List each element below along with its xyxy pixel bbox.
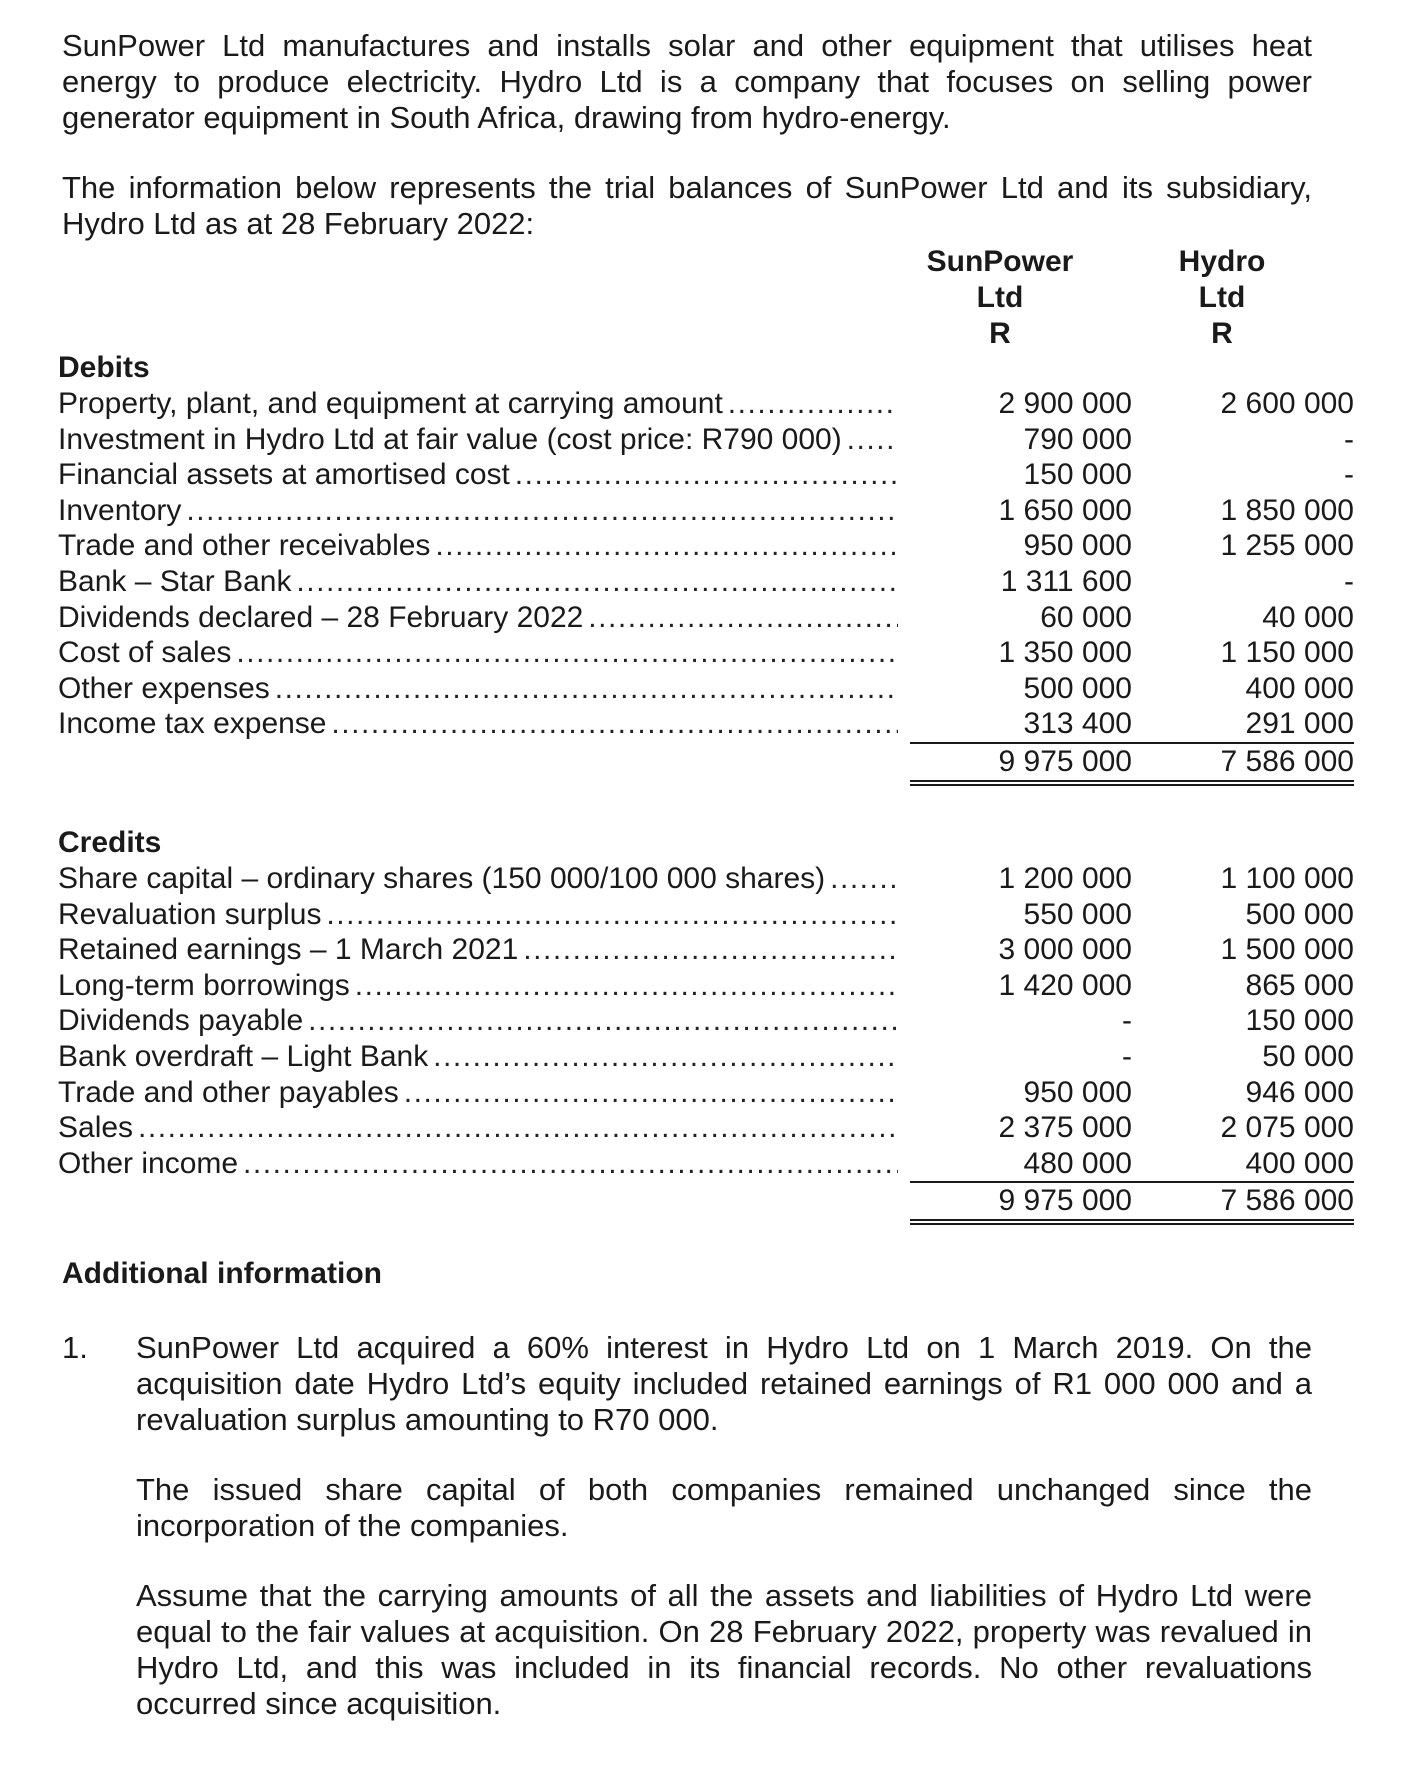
sunpower-value: 950 000: [1023, 1075, 1132, 1109]
sunpower-total: 9 975 000: [910, 742, 1132, 780]
column-header-currency: R: [1211, 317, 1233, 350]
row-label: Financial assets at amortised cost . . .: [58, 457, 898, 493]
row-label: Property, plant, and equipment at carrying amount . . .: [58, 386, 898, 422]
item-number: 1.: [62, 1330, 88, 1365]
additional-paragraph-1: SunPower Ltd acquired a 60% interest in Hydro Ltd on 1 March 2019. On the acquisition date Hydro Ltd’s equity included retained earnings of R1 000 000 and a revaluation surplus amounting to R70 000.: [136, 1330, 1312, 1437]
row-label: Bank – Star Bank . . .: [58, 564, 898, 600]
credits-table: [58, 861, 1354, 1218]
row-label: Trade and other payables . . .: [58, 1075, 898, 1111]
sunpower-value: 1 311 600: [1000, 564, 1132, 598]
hydro-total: 7 586 000: [1132, 1181, 1354, 1219]
table-row: [58, 897, 1354, 933]
table-row: [58, 706, 1354, 742]
table-row: [58, 528, 1354, 564]
sunpower-value: 1 200 000: [998, 862, 1132, 895]
hydro-value: 1 255 000: [1220, 529, 1354, 563]
sunpower-value: 60 000: [1040, 600, 1132, 634]
table-row: [58, 1110, 1354, 1146]
hydro-value: 400 000: [1245, 671, 1354, 705]
row-label: Dividends payable . . .: [58, 1003, 898, 1039]
sunpower-value: -: [1122, 1039, 1132, 1073]
sunpower-value: 1 650 000: [998, 493, 1132, 527]
debits-table: [58, 386, 1354, 778]
hydro-value: 50 000: [1262, 1039, 1354, 1073]
sunpower-value: 1 350 000: [998, 636, 1132, 670]
row-label: Long-term borrowings . . .: [58, 968, 898, 1004]
hydro-value: 40 000: [1262, 600, 1354, 634]
sunpower-value: 3 000 000: [998, 933, 1132, 967]
sunpower-value: 2 900 000: [998, 387, 1132, 420]
credits-title: Credits: [58, 826, 162, 859]
row-label: Cost of sales . . .: [58, 635, 898, 671]
row-label: Inventory . . .: [58, 493, 898, 529]
column-header-line: SunPower: [926, 245, 1074, 278]
intro-paragraph-2: The information below represents the trial balances of SunPower Ltd and its subsidiary, Hydro Ltd as at 28 February 2022:: [62, 170, 1312, 241]
row-label: Other income . . .: [58, 1146, 898, 1182]
additional-paragraph-2: The issued share capital of both companies remained unchanged since the incorporation of the companies.: [136, 1472, 1312, 1543]
hydro-total: 7 586 000: [1132, 742, 1354, 780]
sunpower-value: 1 420 000: [998, 968, 1132, 1002]
additional-info-title: Additional information: [62, 1257, 382, 1290]
sunpower-value: 790 000: [1023, 422, 1132, 456]
hydro-value: 150 000: [1245, 1004, 1354, 1038]
total-row: [58, 1181, 1354, 1218]
column-header-sunpower: [910, 244, 1090, 352]
sunpower-total: 9 975 000: [910, 1181, 1132, 1219]
hydro-value: 946 000: [1245, 1075, 1354, 1109]
row-label: Retained earnings – 1 March 2021 . . .: [58, 932, 898, 968]
row-label: Trade and other receivables . . .: [58, 528, 898, 564]
hydro-value: -: [1344, 564, 1354, 598]
row-label: Bank overdraft – Light Bank . . .: [58, 1039, 898, 1075]
table-row: [58, 968, 1354, 1004]
row-label: Investment in Hydro Ltd at fair value (cost price: R790 000) . . .: [58, 422, 898, 458]
hydro-value: 1 100 000: [1220, 862, 1354, 895]
hydro-value: 1 500 000: [1220, 933, 1354, 967]
additional-paragraph-3: Assume that the carrying amounts of all the assets and liabilities of Hydro Ltd were equal to the fair values at acquisition. On 28 February 2022, property was revalued in Hydro Ltd, and this was included in its financial records. No other revaluations occurred since acquisition.: [136, 1578, 1312, 1721]
sunpower-value: 550 000: [1023, 897, 1132, 931]
row-label: Dividends declared – 28 February 2022 . . .: [58, 600, 898, 636]
sunpower-value: 2 375 000: [998, 1111, 1132, 1145]
hydro-value: 291 000: [1245, 707, 1354, 741]
hydro-value: 865 000: [1245, 968, 1354, 1002]
hydro-value: -: [1344, 422, 1354, 456]
table-row: [58, 671, 1354, 707]
table-row: [58, 422, 1354, 458]
column-header-line: Ltd: [976, 281, 1024, 314]
column-header-hydro: [1132, 244, 1312, 352]
table-row: [58, 1075, 1354, 1111]
sunpower-value: 500 000: [1023, 671, 1132, 705]
column-header-line: Ltd: [1198, 281, 1246, 314]
hydro-value: 2 075 000: [1220, 1111, 1354, 1145]
row-label: Share capital – ordinary shares (150 000/100 000 shares) . . .: [58, 861, 898, 897]
table-row: [58, 1003, 1354, 1039]
table-row: [58, 600, 1354, 636]
column-header-currency: R: [989, 317, 1011, 350]
debits-title: Debits: [58, 351, 150, 384]
column-header-line: Hydro: [1178, 245, 1266, 278]
table-row: [58, 1039, 1354, 1075]
row-label: Revaluation surplus . . .: [58, 897, 898, 933]
hydro-value: 500 000: [1245, 897, 1354, 931]
table-row: [58, 861, 1354, 897]
table-row: [58, 932, 1354, 968]
row-label: Income tax expense . . .: [58, 706, 898, 742]
total-row: [58, 742, 1354, 778]
table-row: [58, 386, 1354, 422]
hydro-value: 1 150 000: [1220, 636, 1354, 670]
table-row: [58, 1146, 1354, 1182]
table-row: [58, 457, 1354, 493]
table-row: [58, 493, 1354, 529]
row-label: Other expenses . . .: [58, 671, 898, 707]
row-label: Sales . . .: [58, 1110, 898, 1146]
hydro-value: 2 600 000: [1220, 387, 1354, 420]
sunpower-value: 313 400: [1023, 707, 1132, 741]
hydro-value: 400 000: [1245, 1146, 1354, 1180]
intro-paragraph-1: SunPower Ltd manufactures and installs solar and other equipment that utilises heat energy to produce electricity. Hydro Ltd is a company that focuses on selling power generator equipment in South Africa, drawing from hydro-energy.: [62, 28, 1312, 135]
sunpower-value: 150 000: [1023, 458, 1132, 492]
sunpower-value: -: [1122, 1004, 1132, 1038]
hydro-value: -: [1344, 458, 1354, 492]
table-row: [58, 635, 1354, 671]
sunpower-value: 480 000: [1023, 1146, 1132, 1180]
hydro-value: 1 850 000: [1220, 493, 1354, 527]
table-row: [58, 564, 1354, 600]
sunpower-value: 950 000: [1023, 529, 1132, 563]
